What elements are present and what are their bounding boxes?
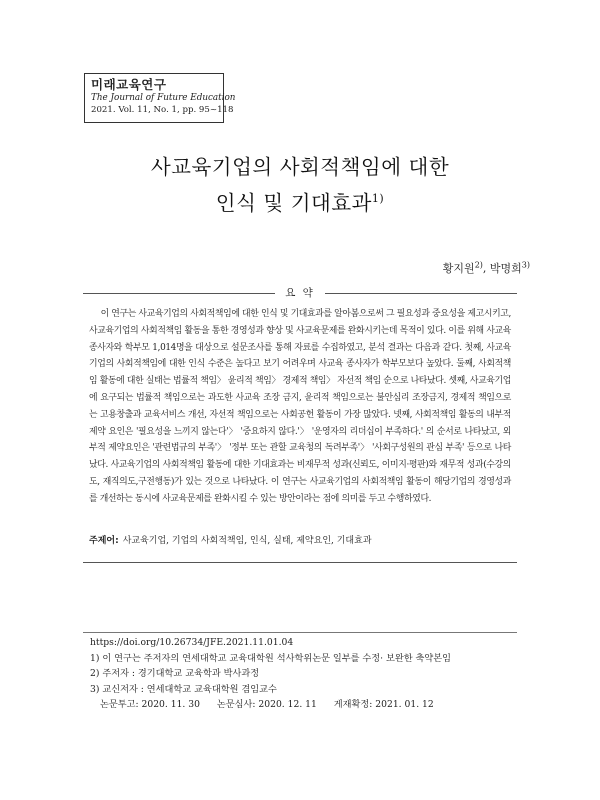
abstract-heading bbox=[83, 286, 517, 300]
footnote-2: 2) 주저자 : 경기대학교 교육학과 박사과정 bbox=[90, 668, 260, 680]
footnote-divider bbox=[83, 632, 517, 633]
footnote-1: 1) 이 연구는 주저자의 연세대학교 교육대학원 석사학위논문 일부를 수정· 보완한 축약본임 bbox=[90, 652, 452, 664]
doi-link[interactable]: https://doi.org/10.26734/JFE.2021.11.01.04 bbox=[90, 637, 294, 648]
received-date: 논문투고: 2020. 11. 30 bbox=[100, 699, 200, 710]
journal-name: 미래교육연구 bbox=[91, 77, 167, 92]
reviewed-date: 논문심사: 2020. 12. 11 bbox=[216, 699, 317, 710]
paper-title-line2 bbox=[0, 186, 600, 216]
journal-info-box bbox=[84, 73, 236, 123]
paper-title-line1: 사교육기업의 사회적책임에 대한 bbox=[150, 155, 450, 179]
keywords bbox=[89, 533, 511, 546]
divider bbox=[83, 562, 517, 563]
author-1-mark: 2) bbox=[474, 260, 483, 270]
journal-english-name: The Journal of Future Education bbox=[91, 93, 236, 103]
authors bbox=[443, 260, 530, 276]
abstract-body bbox=[89, 306, 511, 508]
abstract-heading-label: 요 약 bbox=[285, 287, 315, 299]
paper-title-text: 인식 및 기대효과 bbox=[215, 191, 372, 215]
author-1: 황지원 bbox=[442, 262, 475, 275]
keywords-text: 사교육기업, 기업의 사회적책임, 인식, 실태, 제약요인, 기대효과 bbox=[122, 536, 372, 546]
abstract-text: 이 연구는 사교육기업의 사회적책임에 대한 인식 및 기대효과를 알아봄으로써 그 필요성과 중요성을 제고시키고, 사교육기업의 사회적책임 활동을 통한 경영성과 향상 및 사교육문제를 완화시키는데 목적이 있다. 이를 위해 사교육 종사자와 학부모 1,014명을 대상으로 설문조사를 통해 자료를 수집하였고, 분석 결과는 다음과 같다. 첫째, 사교육기업의 사회적책임에 대한 인식 수준은 높다고 보기 어려우며 사교육 종사자가 학부모보다 높았다. 둘째, 사회적책임 활동에 대한 실태는 법률적 책임〉 윤리적 책임〉 경제적 책임〉 자선적 책임 순으로 나타났다. 셋째, 사교육기업에 요구되는 법률적 책임으로는 과도한 사교육 조장 금지, 윤리적 책임으로는 불안심리 조장금지, 경제적 책임으로는 고용창출과 교육서비스 개선, 자선적 책임으로는 사회공헌 활동이 가장 많았다. 넷째, 사회적책임 활동의 내부적 제약 요인은 '필요성을 느끼지 않는다'〉 '중요하지 않다.'〉 '운영자의 리더십이 부족하다.' 의 순서로 나타났고, 외부적 제약요인은 '관련법규의 부족'〉 '정부 또는 관할 교육청의 독려부족'〉 '사회구성원의 관심 부족' 등으로 나타났다. 사교육기업의 사회적책임 활동에 대한 기대효과는 비재무적 성과(신뢰도, 이미지·평판)와 재무적 성과(수강의도, 재직의도,구전행동)가 있는 것으로 나타났다. 이 연구는 사교육기업의 사회적책임 활동이 해당기업의 경영성과를 개선하는 동시에 사교육문제를 완화시킬 수 있는 방안이라는 점에 의미를 두고 수행하였다. bbox=[89, 309, 511, 504]
author-2-mark: 3) bbox=[521, 260, 530, 270]
title-footnote-mark: 1) bbox=[371, 192, 385, 206]
footnotes bbox=[90, 635, 520, 697]
accepted-date: 게재확정: 2021. 01. 12 bbox=[333, 699, 434, 710]
author-2: , 박명희 bbox=[482, 262, 522, 275]
keywords-label: 주제어: bbox=[89, 536, 119, 546]
journal-volume-info: 2021. Vol. 11, No. 1, pp. 95~118 bbox=[91, 105, 234, 115]
submission-dates bbox=[100, 696, 448, 710]
footnote-3: 3) 교신저자 : 연세대학교 교육대학원 겸임교수 bbox=[90, 683, 277, 695]
